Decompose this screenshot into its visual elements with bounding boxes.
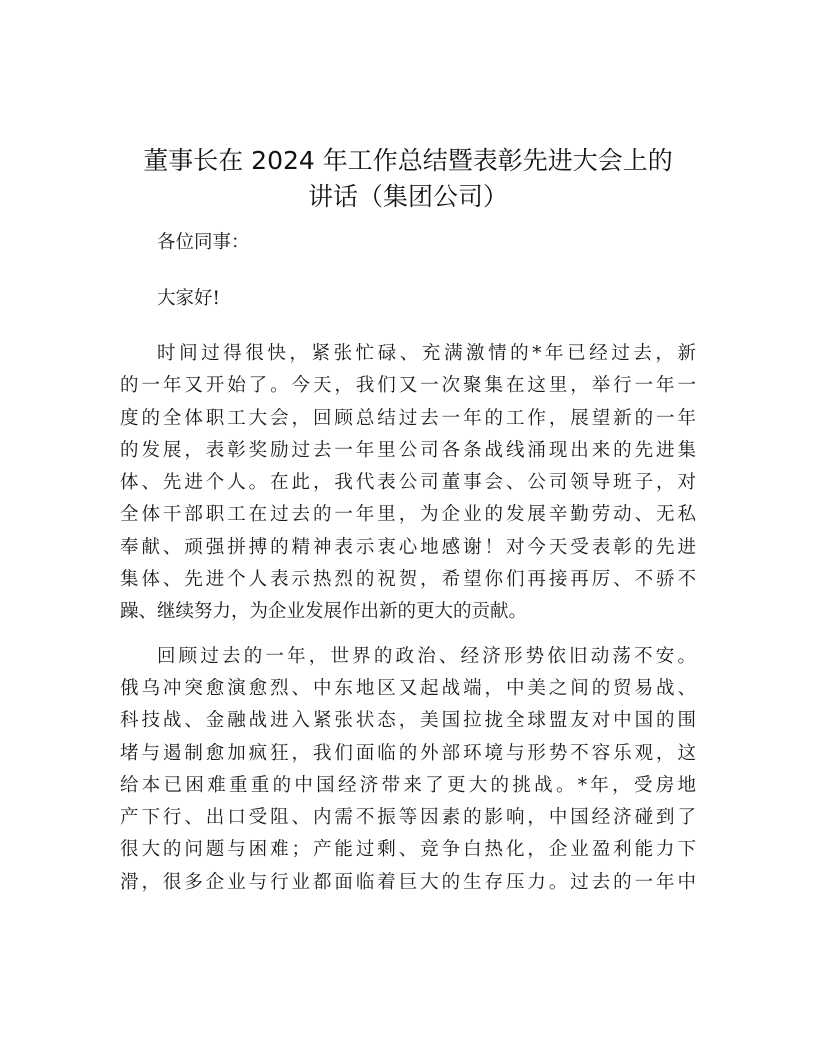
title-line-1: 董事长在 2024 年工作总结暨表彰先进大会上的 (143, 146, 673, 175)
paragraph-line: 产下行、出口受阻、内需不振等因素的影响，中国经济碰到了 (120, 807, 696, 829)
paragraph-line: 的发展，表彰奖励过去一年里公司各条战线涌现出来的先进集 (120, 439, 696, 461)
paragraph-line: 奉献、顽强拼搏的精神表示衷心地感谢！对今天受表彰的先进 (120, 536, 696, 558)
greeting: 大家好! (157, 288, 220, 309)
paragraph-line: 时间过得很快，紧张忙碌、充满激情的*年已经过去，新 (157, 343, 696, 364)
paragraph-line: 集体、先进个人表示热烈的祝贺，希望你们再接再厉、不骄不 (120, 569, 696, 591)
paragraph-2 (120, 641, 696, 899)
paragraph-line: 全体干部职工在过去的一年里，为企业的发展辛勤劳动、无私 (120, 504, 696, 526)
document-title (0, 143, 816, 215)
document-body (120, 226, 696, 911)
paragraph-line: 滑，很多企业与行业都面临着巨大的生存压力。过去的一年中 (120, 871, 696, 893)
paragraph-line: 俄乌冲突愈演愈烈、中东地区又起战端，中美之间的贸易战、 (120, 677, 696, 699)
paragraph-line: 堵与遏制愈加疯狂，我们面临的外部环境与形势不容乐观，这 (120, 742, 696, 764)
paragraph-line: 的一年又开始了。今天，我们又一次聚集在这里，举行一年一 (120, 375, 696, 397)
paragraph-line: 躁、继续努力，为企业发展作出新的更大的贡献。 (120, 601, 528, 623)
paragraph-line: 度的全体职工大会，回顾总结过去一年的工作，展望新的一年 (120, 407, 696, 429)
salutation: 各位同事： (157, 232, 250, 253)
paragraph-line: 给本已困难重重的中国经济带来了更大的挑战。*年，受房地 (120, 774, 696, 796)
paragraph-line: 科技战、金融战进入紧张状态，美国拉拢全球盟友对中国的围 (120, 710, 696, 732)
title-line-2: 讲话（集团公司） (307, 182, 508, 211)
paragraph-line: 很大的问题与困难；产能过剩、竞争白热化，企业盈利能力下 (120, 839, 696, 861)
paragraph-1 (120, 338, 696, 629)
paragraph-line: 回顾过去的一年，世界的政治、经济形势依旧动荡不安。 (157, 645, 696, 667)
paragraph-line: 体、先进个人。在此，我代表公司董事会、公司领导班子，对 (120, 472, 696, 494)
